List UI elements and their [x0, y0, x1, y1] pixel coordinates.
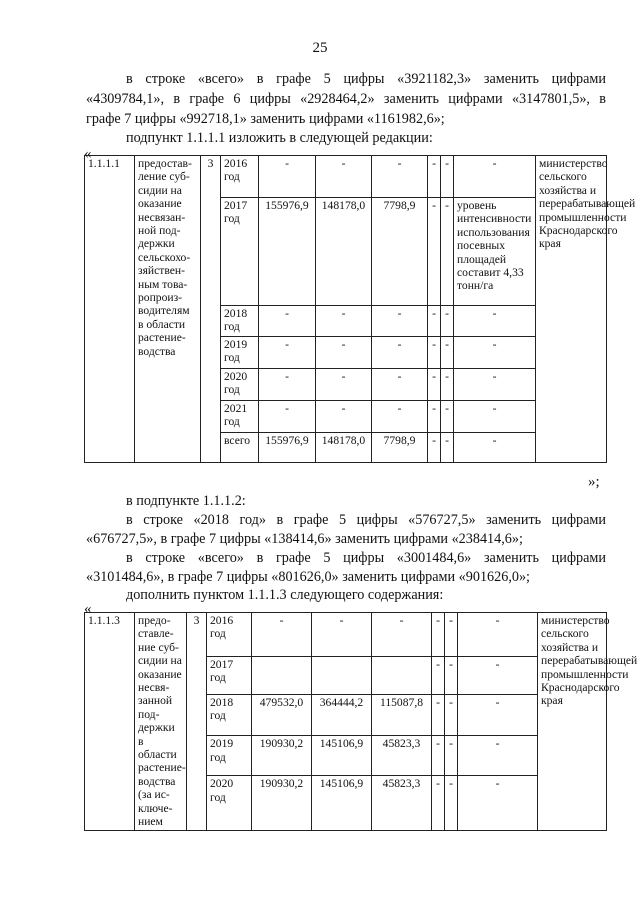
- executor: министерство сельского хозяйства и перерабатывающей промышленности Краснодарского края: [536, 156, 607, 463]
- regional-budget: 145106,9: [312, 776, 372, 830]
- federal-budget: -: [372, 306, 428, 337]
- year: 2017 год: [221, 198, 259, 306]
- para6: дополнить пунктом 1.1.1.3 следующего содержания:: [126, 587, 444, 603]
- federal-budget: 7798,9: [372, 198, 428, 306]
- regional-budget: -: [316, 156, 372, 198]
- para1-line2: «4309784,1», в графе 6 цифры «2928464,2» заменить цифрами «3147801,5», в: [86, 91, 606, 107]
- total: 155976,9: [259, 198, 316, 306]
- para1-line3: графе 7 цифры «992718,1» заменить цифрами «1161982,6»;: [86, 111, 445, 127]
- result: -: [458, 736, 538, 776]
- regional-budget: -: [312, 613, 372, 657]
- table-1113: [84, 612, 638, 831]
- result: -: [458, 613, 538, 657]
- result: -: [454, 369, 536, 401]
- federal-budget: -: [372, 613, 432, 657]
- regional-budget: [312, 656, 372, 694]
- para1-line1: в строке «всего» в графе 5 цифры «3921182,3» заменить цифрами: [126, 71, 606, 87]
- federal-budget: -: [372, 401, 428, 433]
- result: уровень интенсивности использования посевных площадей составит 4,33 тонн/га: [454, 198, 536, 306]
- table-1111: [84, 155, 636, 463]
- result: -: [454, 337, 536, 369]
- regional-budget: -: [316, 337, 372, 369]
- measure-name: предостав-ление суб-сидии на оказание несвязан-ной под-держки сельскохо-зяйствен-ным това-ропроиз-водителям в области растение-водства: [135, 156, 201, 463]
- federal-budget: -: [372, 337, 428, 369]
- total: -: [259, 156, 316, 198]
- regional-budget: -: [316, 306, 372, 337]
- col-other: -: [441, 401, 454, 433]
- col-local: -: [428, 401, 441, 433]
- result: -: [454, 433, 536, 463]
- total: [252, 656, 312, 694]
- col-other: -: [441, 198, 454, 306]
- federal-budget: 7798,9: [372, 433, 428, 463]
- measure-name: предо-ставле-ние суб-сидии на оказание несвя-занной под-держки в области растение-водства (за ис-ключе-нием: [135, 613, 187, 831]
- col-local: -: [428, 198, 441, 306]
- regional-budget: 145106,9: [312, 736, 372, 776]
- page-number: 25: [312, 40, 328, 56]
- result: -: [458, 656, 538, 694]
- status-code: 3: [201, 156, 221, 463]
- total: -: [259, 306, 316, 337]
- federal-budget: 45823,3: [372, 776, 432, 830]
- para5-line1: в строке «всего» в графе 5 цифры «3001484,6» заменить цифрами: [126, 550, 606, 566]
- federal-budget: -: [372, 156, 428, 198]
- regional-budget: 364444,2: [312, 694, 372, 736]
- result: -: [458, 776, 538, 830]
- col-other: -: [441, 306, 454, 337]
- row-number: 1.1.1.1: [85, 156, 135, 463]
- open-quote-1: «: [84, 146, 92, 162]
- federal-budget: 115087,8: [372, 694, 432, 736]
- col-other: -: [441, 156, 454, 198]
- year: 2019 год: [207, 736, 252, 776]
- col-other: -: [441, 337, 454, 369]
- year: 2016 год: [221, 156, 259, 198]
- col-other: -: [441, 369, 454, 401]
- open-quote-2: «: [84, 601, 92, 617]
- col-other: -: [441, 433, 454, 463]
- total: -: [252, 613, 312, 657]
- total: 479532,0: [252, 694, 312, 736]
- col-other: -: [445, 776, 458, 830]
- federal-budget: [372, 656, 432, 694]
- total: -: [259, 337, 316, 369]
- regional-budget: 148178,0: [316, 433, 372, 463]
- para3: в подпункте 1.1.1.2:: [126, 493, 246, 509]
- result: -: [454, 401, 536, 433]
- col-other: -: [445, 613, 458, 657]
- result: -: [454, 306, 536, 337]
- col-local: -: [428, 156, 441, 198]
- regional-budget: -: [316, 401, 372, 433]
- total: -: [259, 369, 316, 401]
- year: 2021 год: [221, 401, 259, 433]
- federal-budget: -: [372, 369, 428, 401]
- federal-budget: 45823,3: [372, 736, 432, 776]
- total: 190930,2: [252, 736, 312, 776]
- year: 2018 год: [221, 306, 259, 337]
- year: 2017 год: [207, 656, 252, 694]
- para2: подпункт 1.1.1.1 изложить в следующей редакции:: [126, 130, 433, 146]
- col-other: -: [445, 694, 458, 736]
- result: -: [454, 156, 536, 198]
- col-other: -: [445, 736, 458, 776]
- total: -: [259, 401, 316, 433]
- total: 155976,9: [259, 433, 316, 463]
- close-quote-1: »;: [588, 474, 600, 490]
- regional-budget: -: [316, 369, 372, 401]
- col-local: -: [428, 337, 441, 369]
- col-local: -: [428, 369, 441, 401]
- result: -: [458, 694, 538, 736]
- para4-line1: в строке «2018 год» в графе 5 цифры «576727,5» заменить цифрами: [126, 512, 606, 528]
- col-local: -: [428, 433, 441, 463]
- year: 2019 год: [221, 337, 259, 369]
- col-local: -: [432, 613, 445, 657]
- year: 2020 год: [221, 369, 259, 401]
- para4-line2: «676727,5», в графе 7 цифры «138414,6» заменить цифрами «238414,6»;: [86, 531, 523, 547]
- total: 190930,2: [252, 776, 312, 830]
- col-local: -: [432, 656, 445, 694]
- col-local: -: [432, 776, 445, 830]
- para5-line2: «3101484,6», в графе 7 цифры «801626,0» заменить цифрами «901626,0»;: [86, 569, 530, 585]
- executor: министерство сельского хозяйства и перерабатывающей промышленности Краснодарского края: [538, 613, 607, 831]
- col-local: -: [432, 694, 445, 736]
- year: 2020 год: [207, 776, 252, 830]
- col-other: -: [445, 656, 458, 694]
- year: 2016 год: [207, 613, 252, 657]
- col-local: -: [428, 306, 441, 337]
- status-code: 3: [187, 613, 207, 831]
- regional-budget: 148178,0: [316, 198, 372, 306]
- row-number: 1.1.1.3: [85, 613, 135, 831]
- col-local: -: [432, 736, 445, 776]
- year: 2018 год: [207, 694, 252, 736]
- year: всего: [221, 433, 259, 463]
